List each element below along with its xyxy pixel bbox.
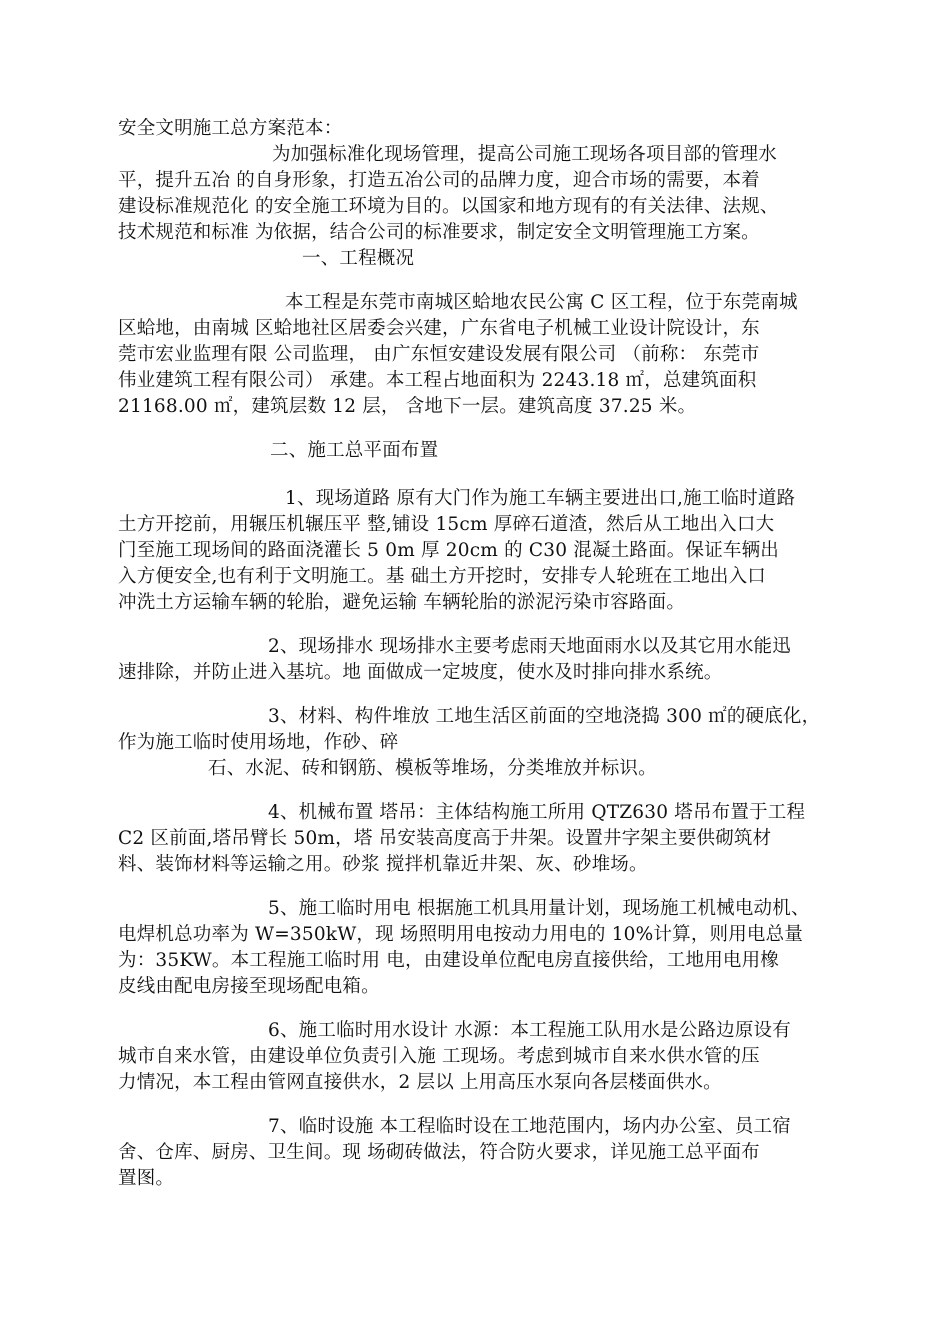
paragraph-line: 入方便安全,也有利于文明施工。基 础土方开挖时，安排专人轮班在工地出入口 — [118, 566, 766, 587]
paragraph-line: 电焊机总功率为 W=350kW，现 场照明用电按动力用电的 10%计算，则用电总量 — [118, 924, 804, 945]
intro-line: 建设标准规范化 的安全施工环境为目的。以国家和地方现有的有关法律、法规、 — [118, 196, 779, 217]
paragraph-line: C2 区前面,塔吊臂长 50m，塔 吊安装高度高于井架。设置井字架主要供砌筑材 — [118, 828, 772, 849]
paragraph-line: 皮线由配电房接至现场配电箱。 — [118, 976, 380, 997]
paragraph-line: 料、装饰材料等运输之用。砂浆 搅拌机靠近井架、灰、砂堆场。 — [118, 854, 648, 875]
paragraph-line: 本工程是东莞市南城区蛤地农民公寓 C 区工程，位于东莞南城 — [285, 292, 798, 313]
paragraph-line: 区蛤地，由南城 区蛤地社区居委会兴建，广东省电子机械工业设计院设计，东 — [118, 318, 760, 339]
paragraph-line: 门至施工现场间的路面浇灌长 5 0m 厚 20cm 的 C30 混凝土路面。保证车辆出 — [118, 540, 779, 561]
paragraph-line: 土方开挖前，用辗压机辗压平 整,铺设 15cm 厚碎石道渣，然后从工地出入口大 — [118, 514, 775, 535]
paragraph-line: 为：35KW。本工程施工临时用 电，由建设单位配电房直接供给，工地用电用橡 — [118, 950, 780, 971]
paragraph-line: 置图。 — [118, 1168, 175, 1189]
paragraph-line: 舍、仓库、厨房、卫生间。现 场砌砖做法，符合防火要求，详见施工总平面布 — [118, 1142, 760, 1163]
document-title: 安全文明施工总方案范本： — [118, 118, 343, 139]
paragraph-line: 21168.00 ㎡，建筑层数 12 层， 含地下一层。建筑高度 37.25 米。 — [118, 396, 697, 417]
paragraph-line: 伟业建筑工程有限公司） 承建。本工程占地面积为 2243.18 ㎡，总建筑面积 — [118, 370, 757, 391]
paragraph-line: 6、施工临时用水设计 水源：本工程施工队用水是公路边原设有 — [268, 1020, 791, 1041]
section-heading: 一、工程概况 — [302, 248, 415, 269]
paragraph-line: 1、现场道路 原有大门作为施工车辆主要进出口,施工临时道路 — [285, 488, 796, 509]
intro-line: 为加强标准化现场管理，提高公司施工现场各项目部的管理水 — [272, 144, 777, 165]
paragraph-line: 城市自来水管，由建设单位负责引入施 工现场。考虑到城市自来水供水管的压 — [118, 1046, 760, 1067]
paragraph-line: 4、机械布置 塔吊：主体结构施工所用 QTZ630 塔吊布置于工程 — [268, 802, 806, 823]
paragraph-line: 3、材料、构件堆放 工地生活区前面的空地浇捣 300 ㎡的硬底化， — [268, 706, 821, 727]
paragraph-line: 力情况，本工程由管网直接供水，2 层以 上用高压水泵向各层楼面供水。 — [118, 1072, 722, 1093]
paragraph-line: 7、临时设施 本工程临时设在工地范围内，场内办公室、员工宿 — [268, 1116, 791, 1137]
paragraph-line: 冲洗土方运输车辆的轮胎，避免运输 车辆轮胎的淤泥污染市容路面。 — [118, 592, 686, 613]
section-heading: 二、施工总平面布置 — [270, 440, 439, 461]
paragraph-line: 作为施工临时使用场地，作砂、碎 — [118, 732, 399, 753]
paragraph-line: 2、现场排水 现场排水主要考虑雨天地面雨水以及其它用水能迅 — [268, 636, 791, 657]
intro-line: 平，提升五冶 的自身形象，打造五冶公司的品牌力度，迎合市场的需要，本着 — [118, 170, 760, 191]
paragraph-line: 5、施工临时用电 根据施工机具用量计划，现场施工机械电动机、 — [268, 898, 810, 919]
intro-line: 技术规范和标准 为依据，结合公司的标准要求，制定安全文明管理施工方案。 — [118, 222, 760, 243]
paragraph-line: 莞市宏业监理有限 公司监理， 由广东恒安建设发展有限公司 （前称： 东莞市 — [118, 344, 760, 365]
paragraph-line: 速排除，并防止进入基坑。地 面做成一定坡度，使水及时排向排水系统。 — [118, 662, 723, 683]
paragraph-line: 石、水泥、砖和钢筋、模板等堆场，分类堆放并标识。 — [208, 758, 657, 779]
